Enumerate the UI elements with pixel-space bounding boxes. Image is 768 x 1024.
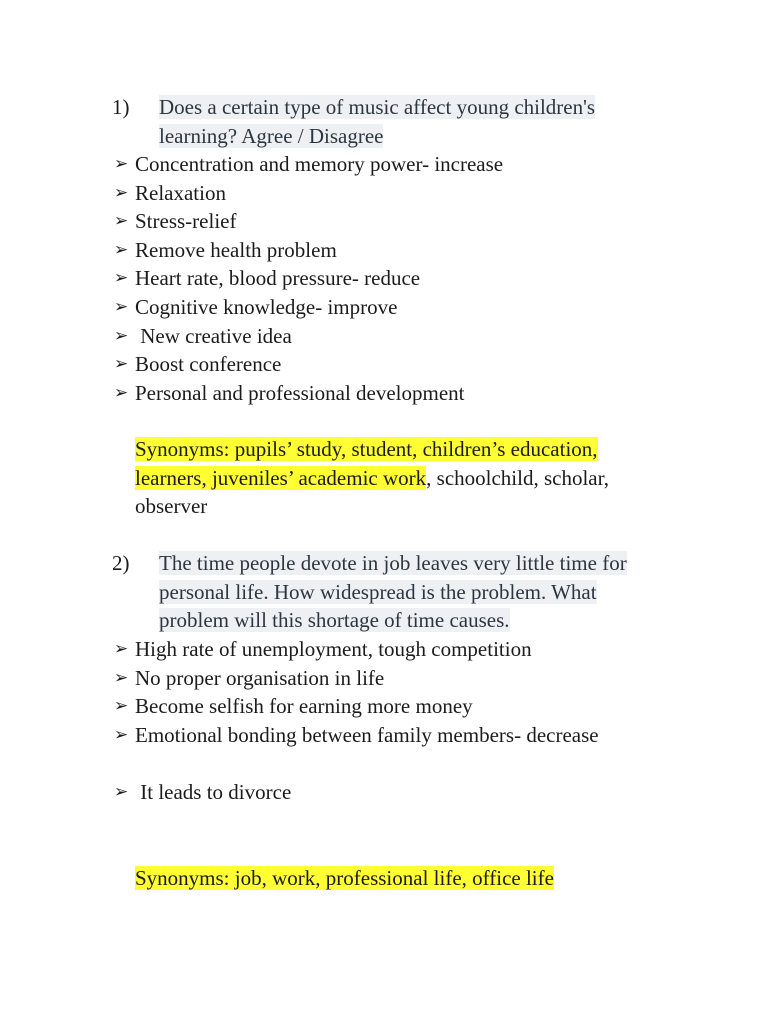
arrow-bullet-icon: ➢ [114,154,129,174]
question-1-text [159,93,672,150]
arrow-bullet-icon: ➢ [114,239,129,260]
question-1-number: 1) [112,95,130,119]
question-1-line-1: Does a certain type of music affect young children's [159,95,596,119]
synonyms-1-line-1: Synonyms: pupils’ study, student, children’s education, [135,437,598,461]
list-item: ➢ Emotional bonding between family members- decrease [114,721,714,750]
question-2-line-1: The time people devote in job leaves very little time for [159,551,627,575]
arrow-bullet-icon: ➢ [114,639,129,659]
list-item: ➢ No proper organisation in life [114,664,714,693]
question-2-text [159,549,692,635]
list-item: ➢ New creative idea [114,322,714,351]
answer-list-3 [114,778,714,807]
question-2-line-2: personal life. How widespread is the problem. What [159,579,597,604]
arrow-bullet-icon: ➢ [114,296,129,317]
arrow-bullet-icon: ➢ [114,268,129,289]
arrow-bullet-icon: ➢ [114,667,129,688]
question-2-line-3: problem will this shortage of time causes. [159,608,510,633]
answer-list-2 [114,635,714,749]
synonyms-1-line-3: observer [135,494,208,519]
question-2 [112,549,692,635]
list-item: ➢ It leads to divorce [114,778,714,807]
arrow-bullet-icon: ➢ [114,724,129,745]
synonyms-2-line-1: Synonyms: job, work, professional life, office life [135,866,554,890]
list-item: ➢ Concentration and memory power- increase [114,150,714,179]
question-2-number: 2) [112,551,130,575]
question-1 [112,93,672,150]
list-item: ➢ Relaxation [114,179,714,208]
list-item: ➢ Stress-relief [114,207,714,236]
arrow-bullet-icon: ➢ [114,211,129,232]
arrow-bullet-icon: ➢ [114,182,129,203]
list-item: ➢ Heart rate, blood pressure- reduce [114,264,714,293]
answer-list-1 [114,150,714,407]
synonyms-1-highlight: learners, juveniles’ academic work [135,465,427,490]
arrow-bullet-icon: ➢ [114,325,129,346]
arrow-bullet-icon: ➢ [114,382,129,403]
list-item: ➢ Become selfish for earning more money [114,692,714,721]
list-item: ➢ Personal and professional development [114,379,714,408]
list-item: ➢ High rate of unemployment, tough competition [114,635,714,664]
arrow-bullet-icon: ➢ [114,782,129,802]
synonyms-1 [135,435,665,521]
synonyms-2 [135,864,665,893]
list-item: ➢ Remove health problem [114,236,714,265]
synonyms-1-rest: , schoolchild, scholar, [426,465,610,490]
question-1-line-2: learning? Agree / Disagree [159,123,384,148]
list-item: ➢ Boost conference [114,350,714,379]
arrow-bullet-icon: ➢ [114,354,129,375]
list-item: ➢ Cognitive knowledge- improve [114,293,714,322]
arrow-bullet-icon: ➢ [114,696,129,717]
